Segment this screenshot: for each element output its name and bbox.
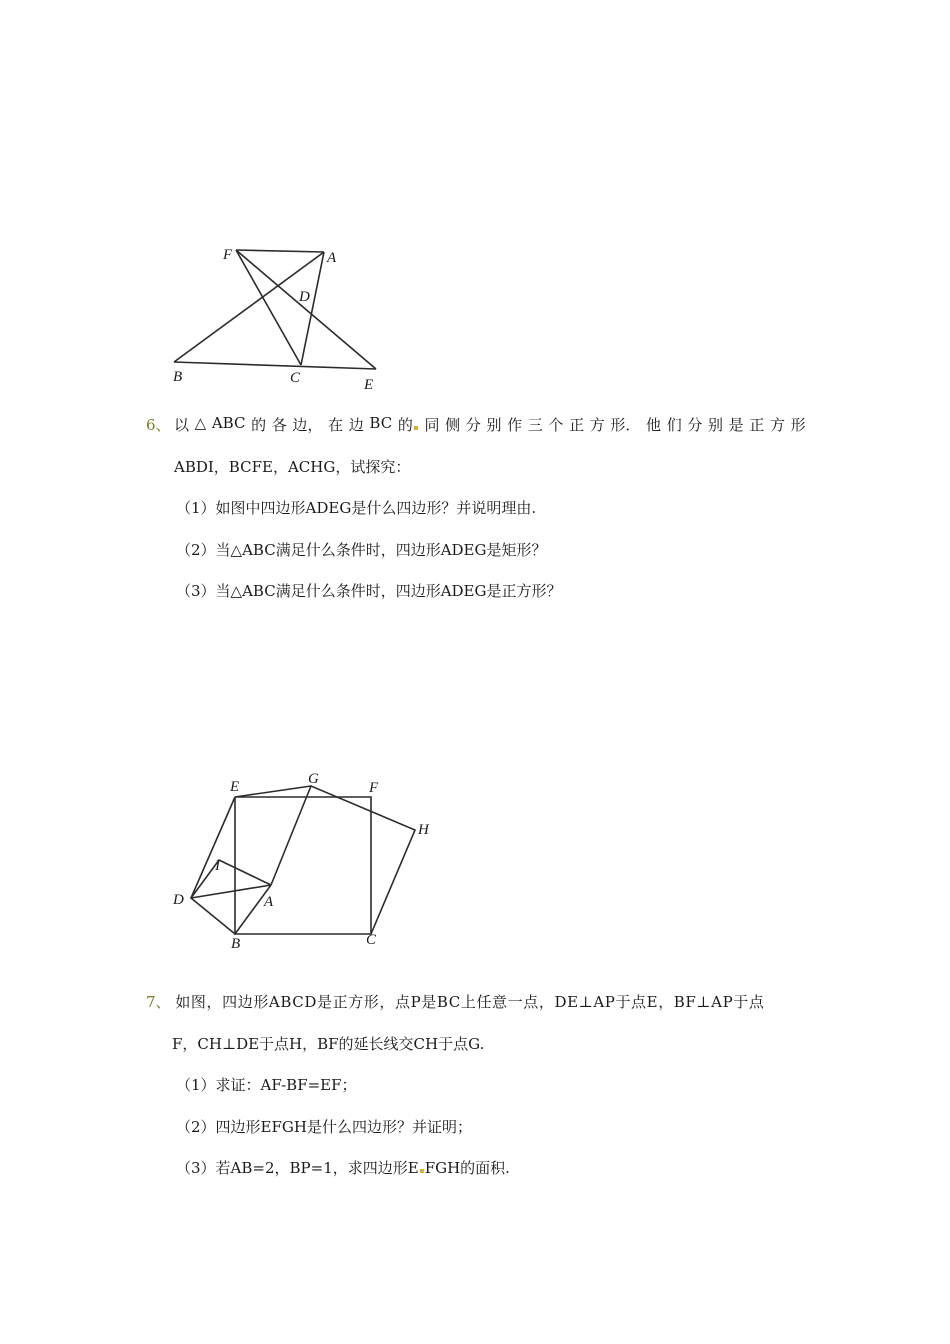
q6-w: 分: [687, 416, 703, 434]
q7-part-3: [176, 1157, 510, 1178]
q6-w: 正: [569, 416, 585, 434]
figure-1-triangle-diagram: [160, 235, 400, 395]
q7-part-1: （1）求证：AF-BF=EF；: [176, 1076, 357, 1094]
q6-w: 作: [507, 416, 523, 434]
q6-w: 是: [728, 416, 744, 434]
label-B: B: [173, 369, 183, 385]
segment-DA: [191, 885, 271, 898]
segment-FE: [236, 250, 376, 369]
q6-w: ABC: [211, 414, 246, 432]
label-I: I: [215, 858, 220, 874]
label-F: F: [223, 247, 233, 263]
label-C: C: [366, 932, 377, 948]
q7-line-2: F，CH⊥DE于点H，BF的延长线交CH于点G.: [172, 1035, 485, 1053]
q6-part-2: （2）当△ABC满足什么条件时，四边形ADEG是矩形？: [176, 541, 547, 559]
square-BCFE: [235, 797, 371, 934]
label-A: A: [327, 250, 337, 266]
square-ACHG: [271, 786, 415, 934]
q6-number: 6、: [146, 416, 171, 434]
q7-number: 7、: [146, 993, 171, 1011]
q6-w: 的: [251, 416, 267, 434]
label-D: D: [299, 289, 310, 305]
q6-w: BC: [369, 414, 393, 432]
label-E: E: [364, 377, 374, 393]
q6-w: 别: [708, 416, 724, 434]
q7-part-3-a: （3）若AB=2，BP=1，求四边形E: [176, 1159, 419, 1177]
q6-w: 各: [271, 416, 287, 434]
segment-FA: [236, 250, 324, 252]
q6-w: 同: [424, 416, 440, 434]
q6-w: 方: [769, 416, 785, 434]
q7-part-2: （2）四边形EFGH是什么四边形？并证明；: [176, 1118, 472, 1136]
q6-w: 分: [465, 416, 481, 434]
label-H: H: [418, 822, 429, 838]
segment-EG: [235, 786, 311, 797]
q7-line-1-text: 如图，四边形ABCD是正方形，点P是BC上任意一点，DE⊥AP于点E，BF⊥AP于点: [175, 993, 765, 1011]
label-D: D: [173, 892, 184, 908]
q6-w: 在: [328, 416, 344, 434]
q6-w: 别: [486, 416, 502, 434]
highlight-mark: [420, 1169, 424, 1173]
segment-AB: [174, 252, 324, 362]
label-C: C: [290, 370, 301, 386]
label-A: A: [264, 894, 274, 910]
q6-w: 以: [174, 416, 190, 434]
q6-w: △: [194, 414, 207, 432]
q6-w: 侧: [445, 416, 461, 434]
q6-line-1: [146, 414, 171, 435]
segment-ED: [191, 797, 235, 898]
label-E: E: [230, 779, 240, 795]
label-F: F: [369, 780, 379, 796]
q6-w: 正: [749, 416, 765, 434]
q6-w: 们: [666, 416, 682, 434]
figure-2-squares-diagram: [160, 765, 450, 955]
q6-line-2: ABDI，BCFE，ACHG，试探究：: [174, 458, 411, 476]
segment-BE: [174, 362, 376, 369]
q6-w: 方: [589, 416, 605, 434]
q6-w-marked: 的: [398, 414, 419, 435]
q6-w: 他: [646, 416, 662, 434]
q6-line-1-text: [174, 414, 806, 435]
q7-line-1: [146, 991, 764, 1012]
q6-part-1: （1）如图中四边形ADEG是什么四边形？并说明理由.: [176, 499, 537, 517]
q6-w: 边，: [292, 416, 323, 434]
q6-w: 形: [790, 416, 806, 434]
label-B: B: [231, 936, 241, 952]
q6-w: 个: [548, 416, 564, 434]
q6-part-3: （3）当△ABC满足什么条件时，四边形ADEG是正方形？: [176, 582, 562, 600]
highlight-mark: [414, 426, 418, 430]
segment-FC: [236, 250, 301, 365]
q7-part-3-b: FGH的面积.: [424, 1159, 510, 1177]
q6-w: 三: [527, 416, 543, 434]
q6-w: 边: [348, 416, 364, 434]
q6-w: 形．: [610, 416, 641, 434]
label-G: G: [308, 771, 319, 787]
